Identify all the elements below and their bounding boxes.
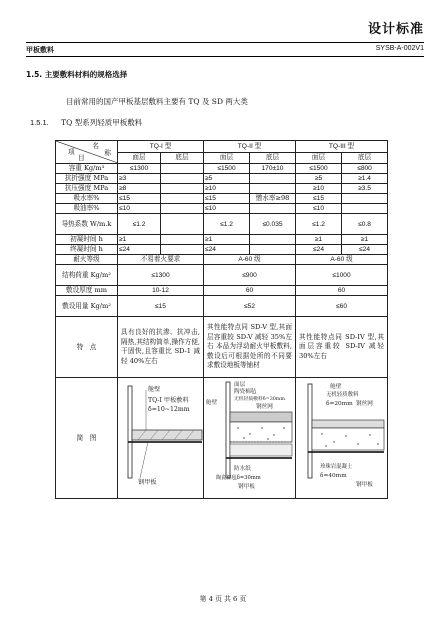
table-cell: ≤1300 [118, 164, 161, 174]
table-cell [161, 174, 204, 184]
table-cell: ≥1 [118, 235, 161, 245]
table-cell: ≥1 [204, 235, 250, 245]
table-cell: ≤0.035 [250, 214, 296, 235]
label-tq1-thick: δ=10~12mm [148, 406, 190, 413]
table-cell [161, 214, 204, 235]
feature-desc-tq2: 其性能特点同 SD-V 型,其面层容重较 SD-V 减轻 35%左右 本品为浮动耐火甲板敷料,敷设后可根据处所的不同要求敷设地板等铺材 [204, 317, 296, 378]
row-label: 敷设用量 Kg/m² [56, 296, 118, 317]
table-cell [161, 245, 204, 255]
label-steel-mesh: 钢丝网 [256, 404, 273, 410]
table-cell: ≥5 [204, 174, 250, 184]
row-label: 初凝时间 h [56, 235, 118, 245]
table-cell [342, 194, 388, 204]
label-bottom-felt: 陶瓷棉毡δ=30mm [216, 475, 261, 481]
table-cell: ≤0.8 [342, 214, 388, 235]
label-steel-mesh: 钢丝网 [356, 401, 373, 407]
label-steel-deck: 钢甲板 [356, 482, 373, 488]
table-cell: A-60 级 [204, 255, 296, 265]
label-waterproof-paper: 防水纸 [234, 466, 251, 472]
diagram-tq3 [296, 378, 388, 499]
table-cell: ≥5 [296, 174, 342, 184]
features-row [56, 317, 388, 378]
type-header-2: TQ-II 型 [204, 141, 296, 153]
table-row [56, 245, 388, 255]
type-header-3: TQ-III 型 [296, 141, 388, 153]
row-label: 抗折强度 MPa [56, 174, 118, 184]
spec-table [55, 140, 388, 499]
table-row [56, 265, 388, 286]
corner-name-2: 称 [104, 149, 111, 157]
row-label: 特 点 [56, 317, 118, 378]
label-bulkhead: 舱壁 [206, 400, 218, 406]
section-heading: 1.5. 主要敷料材料的规格选择 [26, 70, 128, 79]
feature-desc-tq1: 具有良好的抗渗、抗冲击,隔热,其结构简单,操作方便,干固快,且容重比 SD-1 减轻 40%左右 [118, 317, 204, 378]
label-bulkhead: 舱壁 [330, 384, 342, 390]
table-cell [161, 184, 204, 194]
table-corner-cell [56, 141, 118, 164]
table-cell: 170±10 [250, 164, 296, 174]
feature-desc-tq3: 其性能特点同 SD-IV 型,其面层容重较 SD-IV 减轻 30%左右 [296, 317, 388, 378]
table-cell [161, 194, 204, 204]
header-doc-code: SYSB-A-002V1 [375, 45, 424, 52]
table-cell: ≤900 [204, 265, 296, 286]
table-cell: ≤52 [204, 296, 296, 317]
label-ceramic-felt: 陶瓷棉毡 [234, 389, 257, 395]
table-cell [161, 164, 204, 174]
table-cell: ≤1000 [296, 265, 388, 286]
table-cell: ≤24 [118, 245, 161, 255]
table-cell: 60 [204, 286, 296, 296]
table-cell: ≤1.2 [204, 214, 250, 235]
table-cell: 60 [296, 286, 388, 296]
layer-header: 面层 [118, 152, 161, 164]
row-label: 导热系数 W/m.k [56, 214, 118, 235]
table-cell: ≤800 [342, 164, 388, 174]
table-cell: ≤1500 [296, 164, 342, 174]
table-cell [250, 235, 296, 245]
row-label: 敷设厚度 mm [56, 286, 118, 296]
row-label: 吸水率% [56, 194, 118, 204]
table-cell: 不易着火要求 [118, 255, 204, 265]
row-label: 吸油率% [56, 204, 118, 214]
table-row [56, 164, 388, 174]
label-steel-deck: 钢甲板 [238, 484, 255, 490]
diagram-tq2 [204, 378, 296, 499]
layer-header: 底层 [250, 152, 296, 164]
table-cell: ≥3.5 [342, 184, 388, 194]
layer-header: 面层 [296, 152, 342, 164]
table-cell: 憎水率≥98 [250, 194, 296, 204]
label-bulkhead: 舱壁 [148, 386, 161, 393]
row-label: 结构荷重 Kg/m² [56, 265, 118, 286]
table-row [56, 214, 388, 235]
table-cell: ≤15 [204, 194, 250, 204]
corner-item-1: 项 [68, 148, 75, 156]
table-cell: ≥8 [118, 184, 161, 194]
table-cell [250, 245, 296, 255]
table-cell: ≤24 [296, 245, 342, 255]
table-cell: ≤24 [204, 245, 250, 255]
table-cell: 10-12 [118, 286, 204, 296]
table-cell [342, 204, 388, 214]
row-label: 简 图 [56, 378, 118, 499]
table-cell: ≤15 [296, 194, 342, 204]
layer-header: 面层 [204, 152, 250, 164]
table-cell: ≤10 [204, 204, 250, 214]
table-cell: ≤10 [118, 204, 161, 214]
table-cell: ≥3 [118, 174, 161, 184]
row-label: 抗压强度 MPa [56, 184, 118, 194]
row-label: 容重 Kg/m³ [56, 164, 118, 174]
label-perlite-concrete: 珍珠岩混凝土 [320, 464, 353, 470]
label-light-insulation: 无机轻质敷料δ=30mm [234, 397, 285, 402]
header-rule-bottom [26, 56, 424, 57]
table-cell: ≤1300 [118, 265, 204, 286]
table-cell: ≤10 [296, 204, 342, 214]
table-cell [250, 174, 296, 184]
row-label: 耐火等级 [56, 255, 118, 265]
label-light-insulation: 无机轻质敷料 [326, 392, 359, 398]
label-thickness-bottom: δ=40mm [320, 473, 347, 479]
table-row [56, 296, 388, 317]
table-row [56, 174, 388, 184]
table-cell: ≤1.2 [118, 214, 161, 235]
intro-paragraph: 目前常用的国产甲板基层敷料主要有 TQ 及 SD 两大类 [66, 97, 248, 106]
table-row [56, 204, 388, 214]
layer-header: 底层 [161, 152, 204, 164]
row-label: 终凝时间 h [56, 245, 118, 255]
table-cell: ≤1500 [204, 164, 250, 174]
table-cell: A-60 级 [296, 255, 388, 265]
table-cell [161, 204, 204, 214]
table-row [56, 286, 388, 296]
label-tq1-name: TQ-I 甲板敷料 [148, 397, 189, 404]
table-cell: ≥10 [296, 184, 342, 194]
table-cell: ≥1 [296, 235, 342, 245]
subsection-title: TQ 型系列轻质甲板敷料 [61, 118, 143, 127]
table-cell: ≤24 [342, 245, 388, 255]
subsection-number: 1.5.1. [30, 118, 49, 127]
table-cell: ≥10 [204, 184, 250, 194]
table-row [56, 194, 388, 204]
document-title: 设计标准 [367, 22, 424, 37]
table-cell [161, 235, 204, 245]
subsection-heading [30, 117, 142, 128]
table-cell [250, 184, 296, 194]
layer-header: 底层 [342, 152, 388, 164]
table-row [56, 184, 388, 194]
table-cell [250, 204, 296, 214]
corner-name-1: 名 [92, 142, 99, 150]
header-rule [26, 42, 424, 43]
table-cell: ≥1 [342, 235, 388, 245]
table-cell: ≤15 [118, 194, 161, 204]
label-thickness-top: δ=20mm [326, 401, 353, 407]
table-row [56, 235, 388, 245]
label-top-layer: 面层 [234, 382, 246, 388]
table-row [56, 255, 388, 265]
table-cell: ≤15 [118, 296, 204, 317]
table-cell: ≤1.2 [296, 214, 342, 235]
header-category: 甲板敷料 [26, 46, 54, 54]
table-cell: ≤60 [296, 296, 388, 317]
diagram-row [56, 378, 388, 499]
diagram-tq1 [118, 378, 204, 499]
table-cell: ≥1.4 [342, 174, 388, 184]
corner-item-2: 目 [78, 154, 85, 162]
type-header-1: TQ-I 型 [118, 141, 204, 153]
label-steel-deck: 钢甲板 [138, 479, 157, 486]
page-footer: 第 4 页 共 6 页 [199, 595, 247, 603]
